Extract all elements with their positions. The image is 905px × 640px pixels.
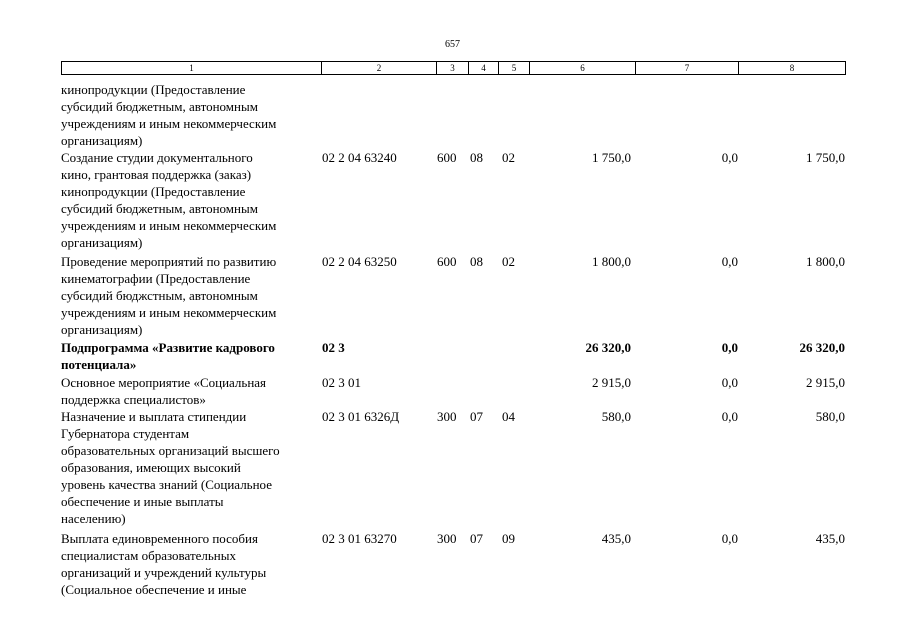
row-amount-6: 435,0: [601, 531, 631, 546]
row-amount-6: 580,0: [601, 409, 631, 424]
row-subsection: 02: [502, 150, 515, 165]
column-header-8: 8: [789, 63, 795, 73]
column-header-5: 5: [511, 63, 517, 73]
row-amount-8: 1 750,0: [806, 150, 845, 165]
row-section: 08: [470, 254, 483, 269]
row-code: 02 2 04 63250: [322, 254, 397, 269]
row-amount-7: 0,0: [721, 150, 738, 165]
row-amount-6: 26 320,0: [585, 340, 631, 355]
row-amount-7: 0,0: [721, 409, 738, 424]
page-number: 657: [445, 39, 460, 50]
column-header-row: [61, 61, 846, 75]
row-amount-6: 1 800,0: [592, 254, 631, 269]
row-name: кинопродукции (Предоставление субсидий бюджетным, автономным учреждениям и иным некоммерческим организациям): [61, 82, 277, 148]
row-amount-6: 2 915,0: [592, 375, 631, 390]
row-amount-8: 1 800,0: [806, 254, 845, 269]
row-amount-7: 0,0: [721, 531, 738, 546]
row-name: Создание студии документального кино, грантовая поддержка (заказ) кинопродукции (Предоставление субсидий бюджетным, автономным учреждениям и иным некоммерческим организациям): [61, 150, 277, 250]
row-amount-6: 1 750,0: [592, 150, 631, 165]
row-section: 08: [470, 150, 483, 165]
row-code: 02 3 01 6326Д: [322, 409, 400, 424]
column-header-1: 1: [189, 63, 194, 73]
row-subsection: 04: [502, 409, 515, 424]
row-name: Назначение и выплата стипендии Губернатора студентам образовательных организаций высшего образования, имеющих высокий уровень качества знаний (Социальное обеспечение и иные выплаты населению): [61, 409, 280, 526]
row-name: Выплата единовременного пособия специалистам образовательных организаций и учреждений культуры (Социальное обеспечение и иные: [61, 531, 267, 597]
row-code: 02 3: [322, 340, 345, 355]
column-header-7: 7: [684, 63, 690, 73]
row-expense-type: 300: [437, 409, 457, 424]
row-expense-type: 600: [437, 150, 457, 165]
row-amount-8: 435,0: [815, 531, 845, 546]
row-name: Основное мероприятие «Социальная поддержка специалистов»: [61, 375, 267, 407]
row-subsection: 09: [502, 531, 515, 546]
row-code: 02 3 01: [322, 375, 361, 390]
row-code: 02 2 04 63240: [322, 150, 397, 165]
row-code: 02 3 01 63270: [322, 531, 397, 546]
row-amount-8: 26 320,0: [799, 340, 845, 355]
column-header-2: 2: [376, 63, 382, 73]
row-name: Проведение мероприятий по развитию кинематографии (Предоставление субсидий бюджстным, автономным учреждениям и иным некоммерческим организациям): [61, 254, 277, 337]
row-expense-type: 600: [437, 254, 457, 269]
row-subsection: 02: [502, 254, 515, 269]
row-name: Подпрограмма «Развитие кадрового потенциала»: [61, 340, 275, 372]
row-section: 07: [470, 531, 483, 546]
row-amount-8: 2 915,0: [806, 375, 845, 390]
column-header-4: 4: [481, 63, 486, 73]
row-amount-8: 580,0: [815, 409, 845, 424]
row-amount-7: 0,0: [721, 375, 738, 390]
row-expense-type: 300: [437, 531, 457, 546]
column-header-6: 6: [580, 63, 585, 73]
row-amount-7: 0,0: [721, 340, 738, 355]
row-amount-7: 0,0: [721, 254, 738, 269]
column-header-3: 3: [450, 63, 455, 73]
row-section: 07: [470, 409, 483, 424]
